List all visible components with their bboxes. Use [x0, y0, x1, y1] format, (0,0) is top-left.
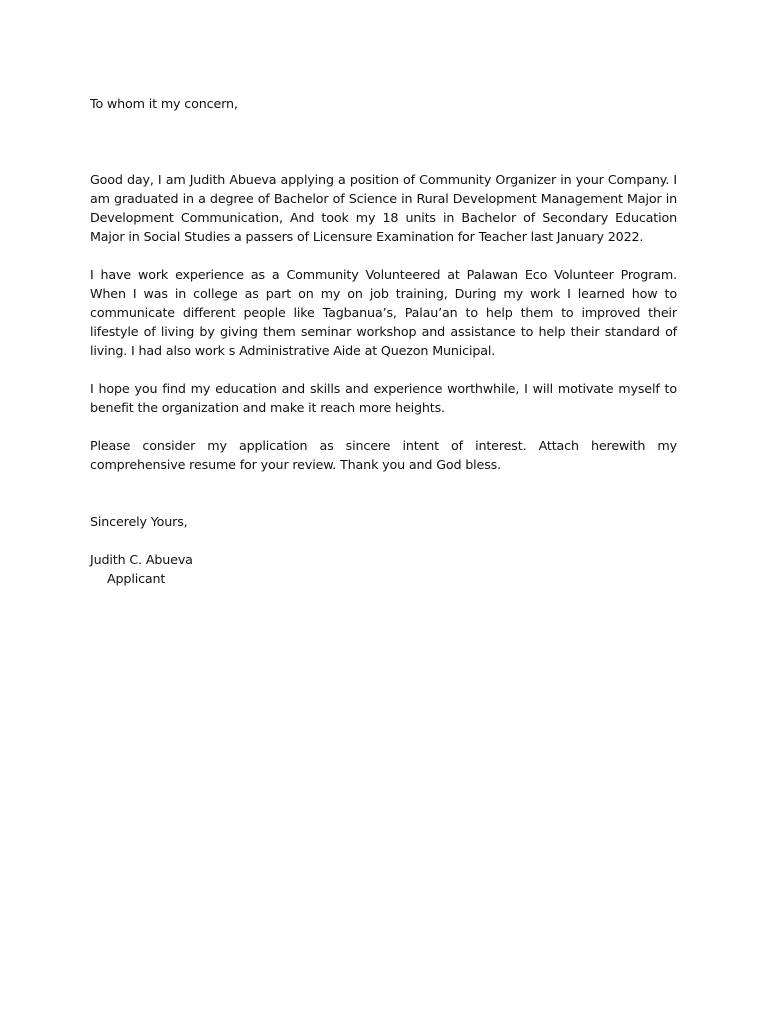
paragraph-introduction: Good day, I am Judith Abueva applying a position of Community Organizer in your Company. I am graduated in a degree of Bachelor of Science in Rural Development Management Major in Development Communication, And took my 18 units in Bachelor of Secondary Education Major in Social Studies a passers of Licensure Examination for Teacher last January 2022. [90, 172, 677, 244]
signer-role: Applicant [107, 571, 166, 586]
paragraph-request: Please consider my application as sincere intent of interest. Attach herewith my comprehensive resume for your review. Thank you and God bless. [90, 438, 677, 472]
paragraph-experience: I have work experience as a Community Volunteered at Palawan Eco Volunteer Program. When I was in college as part on my on job training, During my work I learned how to communicate different people like Tagbanua’s, Palau’an to help them to improved their lifestyle of living by giving them seminar workshop and assistance to help their standard of living. I had also work s Administrative Aide at Quezon Municipal. [90, 267, 677, 358]
signature-block [90, 550, 677, 588]
closing: Sincerely Yours, [90, 514, 188, 529]
cover-letter [90, 94, 677, 588]
signer-name: Judith C. Abueva [90, 552, 193, 567]
salutation: To whom it my concern, [90, 96, 238, 111]
paragraph-motivation: I hope you find my education and skills and experience worthwhile, I will motivate myself to benefit the organization and make it reach more heights. [90, 381, 677, 415]
